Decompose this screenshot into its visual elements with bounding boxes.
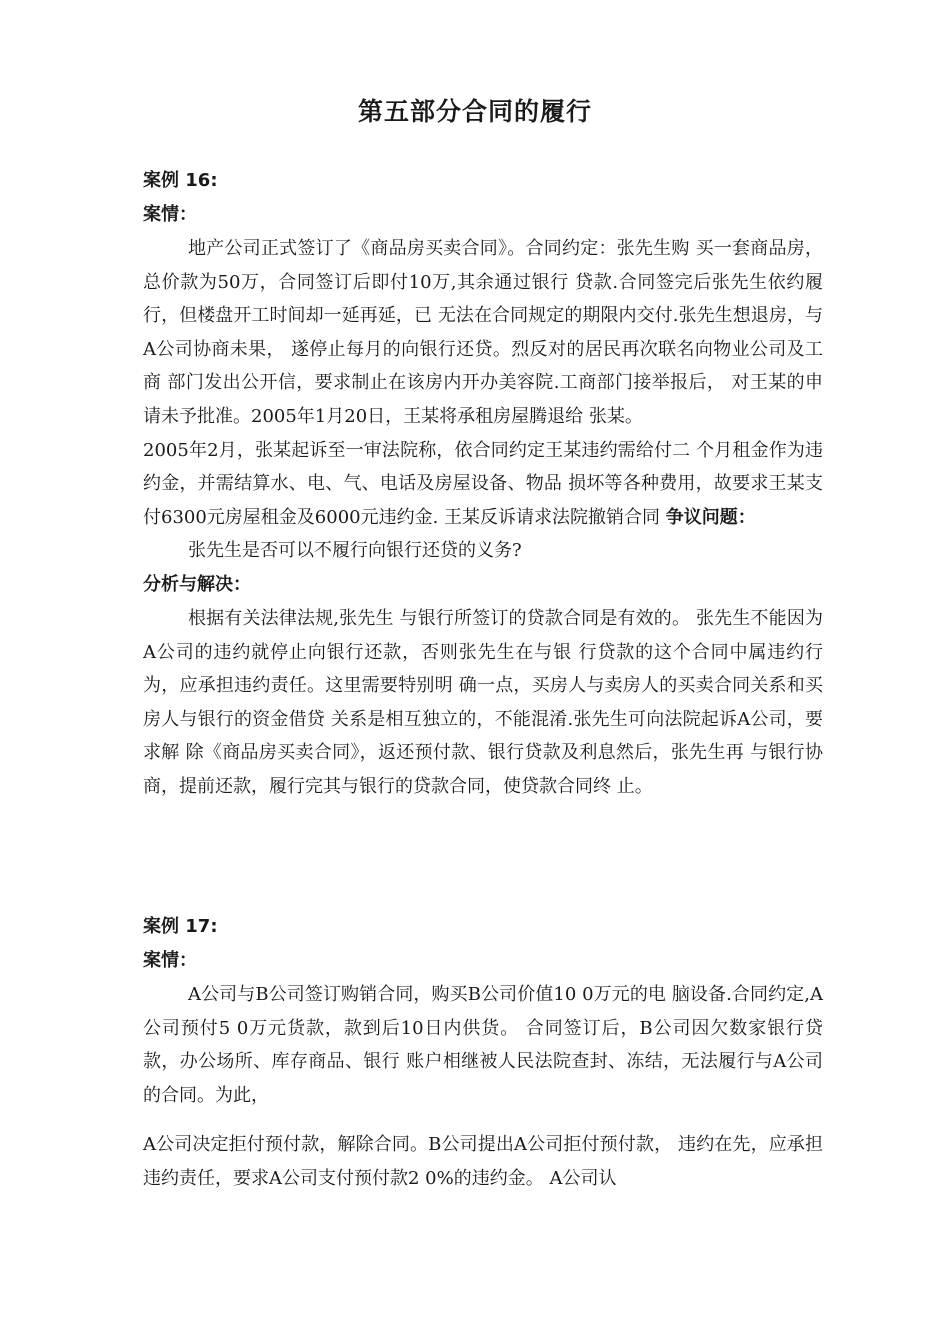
case-17-section xyxy=(143,910,823,1112)
case-17-facts-paragraph-2: A公司决定拒付预付款，解除合同。B公司提出A公司拒付预付款， 违约在先，应承担违约责任，要求A公司支付预付款2 0%的违约金。 A公司认 xyxy=(143,1134,823,1189)
case-17-facts-label: 案情： xyxy=(143,950,197,971)
case-16-analysis-label: 分析与解决： xyxy=(143,573,251,595)
case-16-facts-paragraph-1: 地产公司正式签订了《商品房买卖合同》。合同约定：张先生购 买一套商品房，总价款为50万，合同签订后即付10万,其余通过银行 贷款.合同签完后张先生依约履行，但楼盘开工时间却一延再延，已 无法在合同规定的期限内交付.张先生想退房，与A公司协商未果， 遂停止每月的向银行还贷。烈反对的居民再次联名向物业公司及工商 部门发出公开信，要求制止在该房内开办美容院.工商部门接举报后， 对王某的申请未予批准。2005年1月20日，王某将承租房屋腾退给 张某。 xyxy=(143,238,823,427)
case-16-issue-label: 争议问题： xyxy=(665,506,756,528)
case-16-label: 案例 16: xyxy=(143,170,218,191)
case-17-label: 案例 17: xyxy=(143,916,218,937)
case-16-facts-label: 案情： xyxy=(143,204,197,225)
case-16-issue-text: 张先生是否可以不履行向银行还贷的义务? xyxy=(188,540,522,562)
case-16-analysis-text: 根据有关法律法规,张先生 与银行所签订的贷款合同是有效的。 张先生不能因为A公司的违约就停止向银行还款，否则张先生在与银 行贷款的这个合同中属违约行为，应承担违约责任。这里需要特别明 确一点，买房人与卖房人的买卖合同关系和买房人与银行的资金借贷 关系是相互独立的，不能混淆.张先生可向法院起诉A公司，要求解 除《商品房买卖合同》，返还预付款、银行贷款及利息然后，张先生再 与银行协商，提前还款，履行完其与银行的贷款合同，使贷款合同终 止。 xyxy=(143,607,823,797)
case-17-facts-paragraph-1: A公司与B公司签订购销合同，购买B公司价值10 0万元的电 脑设备.合同约定,A公司预付5 0万元货款，款到后10日内供货。 合同签订后，B公司因欠数家银行贷款，办公场所、库存商品、银行 账户相继被人民法院查封、冻结，无法履行与A公司的合同。为此， xyxy=(143,984,823,1106)
page-title: 第五部分合同的履行 xyxy=(357,97,592,126)
case-16-section xyxy=(143,164,823,804)
case-17-continued xyxy=(143,1128,823,1195)
case-16-facts-paragraph-2-text: 2005年2月，张某起诉至一审法院称，依合同约定王某违约需给付二 个月租金作为违约金，并需结算水、电、气、电话及房屋设备、物品 损坏等各种费用，故要求王某支付6300元房屋租金及6000元违约金. 王某反诉请求法院撤销合同 xyxy=(143,439,823,528)
case-16-facts-paragraph-2 xyxy=(143,434,823,535)
